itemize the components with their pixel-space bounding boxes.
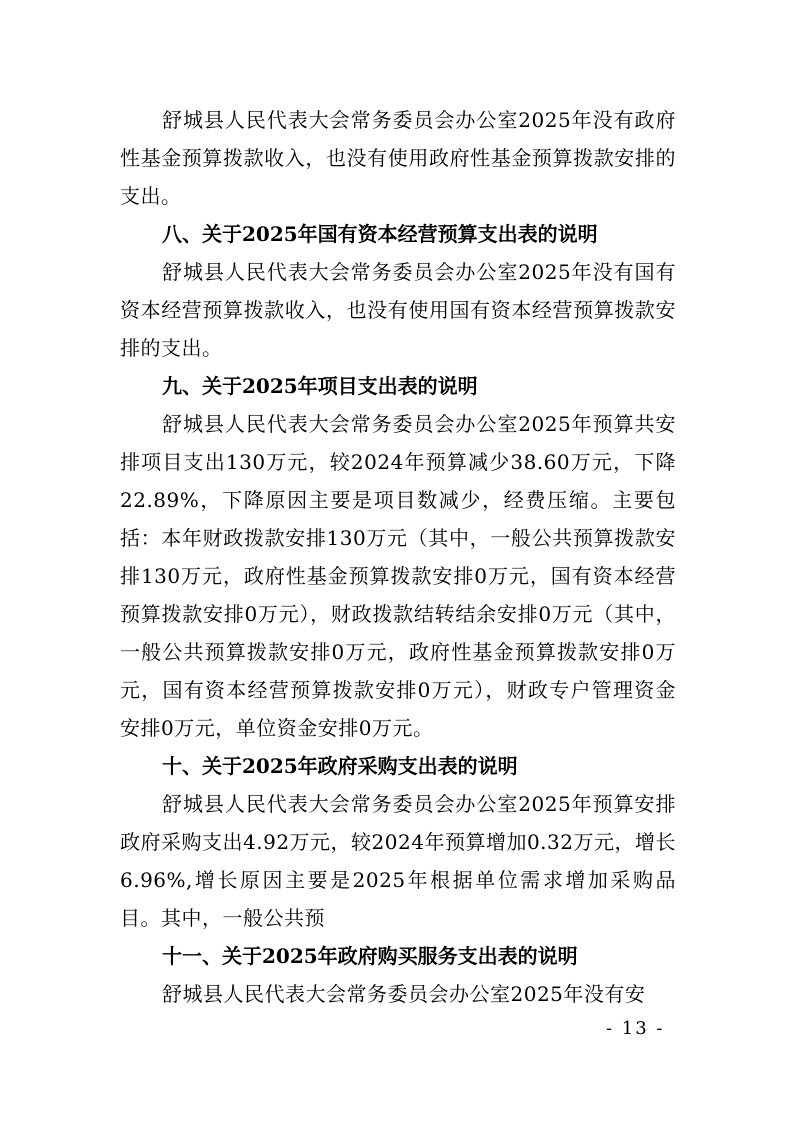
section-heading-11: 十一、关于2025年政府购买服务支出表的说明 (162, 944, 578, 968)
paragraph-state-capital: 舒城县人民代表大会常务委员会办公室2025年没有国有资本经营预算拨款收入，也没有使用国有资本经营预算拨款安排的支出。 (120, 260, 676, 360)
section-heading-9: 九、关于2025年项目支出表的说明 (162, 374, 478, 398)
paragraph-government-fund: 舒城县人民代表大会常务委员会办公室2025年没有政府性基金预算拨款收入，也没有使用政府性基金预算拨款安排的支出。 (120, 108, 676, 208)
page-number: - 13 - (606, 1018, 665, 1039)
section-heading-8: 八、关于2025年国有资本经营预算支出表的说明 (162, 222, 598, 246)
section-heading-10: 十、关于2025年政府采购支出表的说明 (162, 754, 518, 778)
paragraph-government-procurement: 舒城县人民代表大会常务委员会办公室2025年预算安排政府采购支出4.92万元，较2024年预算增加0.32万元，增长6.96%,增长原因主要是2025年根据单位需求增加采购品目。其中，一般公共预 (120, 792, 676, 930)
paragraph-service-purchase: 舒城县人民代表大会常务委员会办公室2025年没有安 (162, 982, 646, 1006)
paragraph-project-expenditure: 舒城县人民代表大会常务委员会办公室2025年预算共安排项目支出130万元，较2024年预算减少38.60万元，下降22.89%，下降原因主要是项目数减少，经费压缩。主要包括：本年财政拨款安排130万元（其中，一般公共预算拨款安排130万元，政府性基金预算拨款安排0万元，国有资本经营预算拨款安排0万元），财政拨款结转结余安排0万元（其中，一般公共预算拨款安排0万元，政府性基金预算拨款安排0万元，国有资本经营预算拨款安排0万元），财政专户管理资金安排0万元，单位资金安排0万元。 (120, 412, 676, 740)
